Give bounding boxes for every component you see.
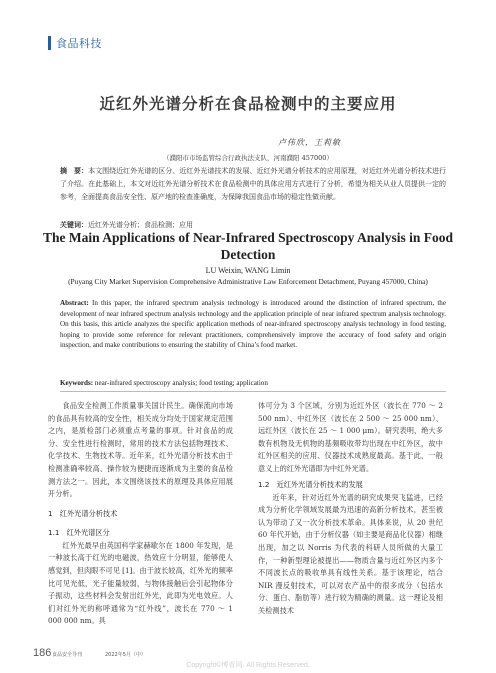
abstract-en <box>60 298 446 351</box>
section-1-1-heading: 1.1 红外光谱区分 <box>48 527 110 537</box>
affiliation-en: (Puyang City Market Supervision Comprehensive Administrative Law Enforcement Detachment, Puyang 457000, China) <box>68 277 428 286</box>
abstract-cn-label: 摘 要： <box>60 167 89 175</box>
keywords-en-text: near-infrared spectroscopy analysis; food testing; application <box>94 379 268 387</box>
keywords-cn-text: 近红外光谱分析；食品检测；应用 <box>88 221 193 229</box>
section-1-heading: 1 红外光谱分析技术 <box>48 508 118 518</box>
intro-paragraph: 食品安全检测工作质量事关国计民生。确保流向市场的食品具有较高的安全性，相关成分均处于国家规定范围之内，是质检部门必须重点考量的事项。针对食品的成分、安全性进行检测时，常用的技术方法包括物理技术、化学技术、生物技术等。近年来，红外光谱分析技术由于检测准确率较高、操作较为便捷而逐渐成为主要的食品检测方法之一。因此，本文围绕该技术的原理及具体应用展开分析。 <box>48 401 233 499</box>
journal-name: 食品安全导刊 <box>52 652 83 658</box>
abstract-divider <box>60 391 446 392</box>
section-1-1-paragraph-part1: 红外光最早由英国科学家赫歇尔在 1800 年发现，是一种波长高于红光的电磁波，热效应十分明显，能够使人感觉到，但肉眼不可见 [1]。由于波长较高，红外光的频率比可见光低，光子能量较弱，与物体接触后会引起物体分子振动，这些材料会发射出红外光，此即为光电效应。人们对红外光的称呼通常为“红外线”，波长在 770 ～ 1 000 000 nm。具 <box>48 540 233 626</box>
section-1-2-heading: 1.2 近红外光谱分析技术的发展 <box>258 479 363 489</box>
authors-cn: 卢伟欣，王莉敏 <box>278 138 341 147</box>
article-title-cn: 近红外光谱分析在食品检测中的主要应用 <box>99 95 397 113</box>
body-column-left <box>48 400 233 628</box>
body-column-right <box>258 400 443 618</box>
keywords-en <box>60 379 446 387</box>
section-1-1-paragraph-part2: 体可分为 3 个区域，分别为近红外区（波长在 770 ～ 2 500 nm）、中红外区（波长在 2 500 ～ 25 000 nm）、远红外区（波长在 25 ～ 1 000 μm）。研究表明，绝大多数有机物及无机物的基频吸收带均出现在中红外区，故中红外区相关的应用、仪器技术成熟度最高。基于此，一般意义上的红外光谱即为中红外光谱。 <box>258 401 443 473</box>
copyright-watermark: Copyright©博看网. All Rights Reserved. <box>186 662 310 669</box>
abstract-en-text: In this paper, the infrared spectrum analysis technology is introduced around the distinction of infrared spectrum, the development of near infrared spectrum analysis technology and the application principle of near infrared spectrum analysis technology. On this basis, this article analyzes the specific application methods of near-infrared spectroscopy analysis technology in food testing, hoping to provide some reference for relevant practitioners, comprehensively improve the accuracy of food safety and origin inspection, and make contributions to ensuring the stability of China’s food market. <box>60 299 446 350</box>
section-marker <box>48 36 51 50</box>
section-label: 食品科技 <box>56 37 102 50</box>
keywords-en-label: Keywords: <box>60 379 94 387</box>
abstract-cn-text: 本文围绕近红外光谱的区分、近红外光谱技术的发展、近红外光谱分析技术的应用原理，对近红外光谱分析技术进行了介绍。在此基础上，本文对近红外光谱分析技术在食品检测中的具体应用方式进行了分析，希望为相关从业人员提供一定的参考，全面提高食品安全性、原产地的检查准确度，为保障我国食品市场的稳定性做贡献。 <box>60 167 447 201</box>
page-number: 186 <box>33 647 52 659</box>
article-title-en: The Main Applications of Near-Infrared Spectroscopy Analysis in Food Detection <box>42 230 454 262</box>
journal-issue: 2022年5月（中） <box>105 652 146 658</box>
affiliation-cn: （濮阳市市场监管综合行政执法支队，河南濮阳 457000） <box>163 154 333 162</box>
section-1-2-paragraph: 近年来，针对近红外光谱的研究成果突飞猛进，已经成为分析化学领域发展最为迅速的高新分析技术，甚至被认为带动了又一次分析技术革命。具体来说，从 20 世纪 60 年代开始，由于分析仪器（如主要是商品化仪器）相继出现，加之以 Norris 为代表的科研人员所做的大量工作，一种新型理论被提出——物质含量与近红外区内多个不同波长点的吸收单具有线性关系。基于该理论，结合 NIR 漫反射技术，可以对农产品中的很多成分（包括水分、蛋白、脂肪等）进行较为精确的测量。这一理论及相关检测技术 <box>258 492 443 615</box>
abstract-cn <box>60 165 446 204</box>
abstract-en-label: Abstract: <box>60 299 89 307</box>
keywords-cn-label: 关键词： <box>60 221 88 229</box>
authors-en: LU Weixin, WANG Limin <box>205 266 291 275</box>
